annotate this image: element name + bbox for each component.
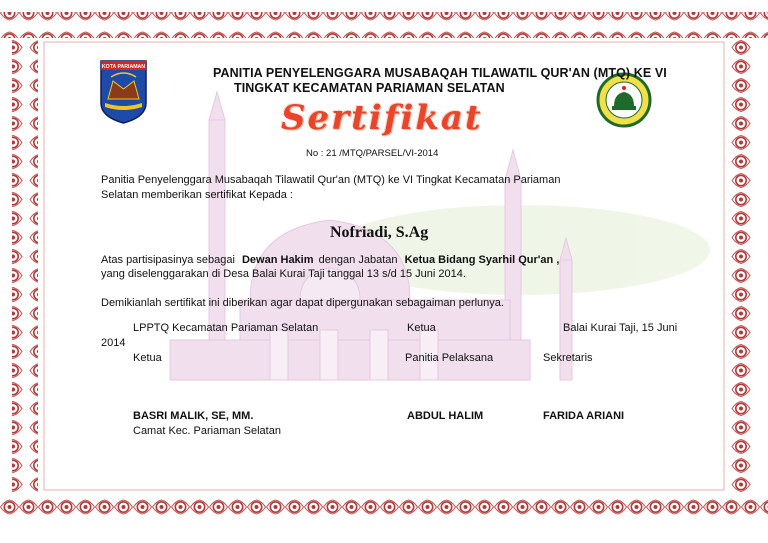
- mtq-logo: [596, 72, 652, 128]
- signatory-right: FARIDA ARIANI: [543, 410, 625, 422]
- ketua-top: Ketua: [407, 322, 436, 334]
- participation-position: Ketua Bidang Syarhil Qur'an ,: [404, 254, 560, 266]
- ketua-left: Ketua: [133, 352, 162, 364]
- signatory-left-title: Camat Kec. Pariaman Selatan: [133, 425, 281, 437]
- sekretaris-label: Sekretaris: [543, 352, 593, 364]
- recipient-name: Nofriadi, S.Ag: [330, 224, 429, 241]
- participation-role: Dewan Hakim: [241, 254, 314, 266]
- participation-line-1: [101, 253, 559, 268]
- panitia-label: Panitia Pelaksana: [405, 352, 494, 364]
- certificate-number: No : 21 /MTQ/PARSEL/VI-2014: [306, 148, 439, 159]
- svg-text:KOTA PARIAMAN: KOTA PARIAMAN: [101, 64, 146, 70]
- participation-line-2: yang diselenggarakan di Desa Balai Kurai Taji tanggal 13 s/d 15 Juni 2014.: [101, 268, 466, 280]
- org-left: LPPTQ Kecamatan Pariaman Selatan: [133, 322, 319, 334]
- participation-mid: dengan Jabatan: [318, 254, 398, 266]
- place-date: Balai Kurai Taji, 15 Juni: [563, 322, 678, 334]
- intro-line-1: Panitia Penyelenggara Musabaqah Tilawatil Qur'an (MTQ) ke VI Tingkat Kecamatan Pariaman: [101, 174, 561, 186]
- kota-pariaman-logo: [99, 59, 148, 125]
- participation-prefix: Atas partisipasinya sebagai: [101, 254, 235, 266]
- closing-statement: Demikianlah sertifikat ini diberikan agar dapat dipergunakan sebagaiman perlunya.: [101, 297, 504, 309]
- certificate-title: Sertifikat: [281, 98, 483, 138]
- year: 2014: [101, 337, 126, 349]
- signatory-left: BASRI MALIK, SE, MM.: [133, 410, 254, 422]
- header-line-1: PANITIA PENYELENGGARA MUSABAQAH TILAWATIL QUR'AN (MTQ) KE VI: [213, 66, 667, 80]
- intro-line-2: Selatan memberikan sertifikat Kepada :: [101, 189, 293, 201]
- header-line-2: TINGKAT KECAMATAN PARIAMAN SELATAN: [234, 81, 505, 95]
- signatory-mid: ABDUL HALIM: [407, 410, 484, 422]
